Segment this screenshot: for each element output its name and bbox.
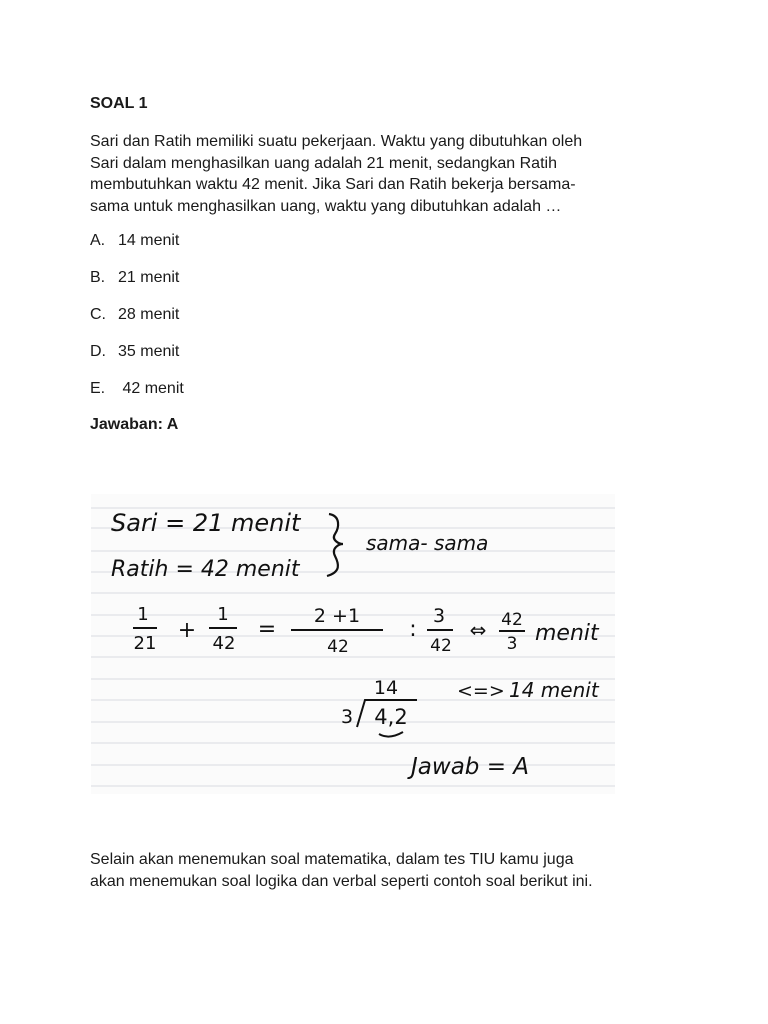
hw-frac3-num: 2 +1 [313,605,361,627]
answer-key: Jawaban: A [90,416,179,433]
option-d [90,342,690,362]
option-c [90,305,690,325]
hw-line-sari: Sari = 21 menit [111,509,301,537]
closing-paragraph: Selain akan menemukan soal matematika, dalam tes TIU kamu juga akan menemukan soal logika dan verbal seperti contoh soal berikut ini. [90,851,593,890]
hw-equals: = [257,617,277,642]
question-block [90,94,690,435]
hw-div-divisor: 3 [340,706,354,728]
option-text: 28 menit [118,306,180,323]
hw-result: 14 menit [509,678,599,702]
hw-brace-label: sama- sama [366,531,489,555]
option-letter: A. [90,232,106,249]
option-b [90,268,690,288]
hw-frac3-den: 42 [327,637,349,657]
hw-frac2-num: 1 [217,604,229,625]
hw-frac5-den: 3 [506,634,518,654]
option-text: 42 menit [118,380,184,397]
hw-div-dividend: 4,2 [374,705,408,729]
hw-frac1-den: 21 [133,633,157,654]
hw-div-quotient: 14 [373,677,399,699]
hw-colon: : [409,617,417,642]
hw-frac5-num: 42 [501,610,523,630]
option-letter: B. [90,269,106,286]
hw-frac4-den: 42 [430,636,452,656]
option-letter: D. [90,343,106,360]
option-text: 14 menit [118,232,180,249]
double-arrow-icon: ⇔ [469,618,487,642]
hw-plus: + [177,618,197,643]
lined-paper [91,494,615,794]
hw-conclusion: Jawab = A [411,754,530,780]
option-letter: C. [90,306,106,323]
hw-menit: menit [535,621,599,646]
option-letter: E. [90,380,106,397]
option-e [90,379,690,399]
hw-frac4-num: 3 [432,605,446,627]
question-text: Sari dan Ratih memiliki suatu pekerjaan. Waktu yang dibutuhkan oleh Sari dalam menghasilkan uang adalah 21 menit, sedangkan Ratih membutuhkan waktu 42 menit. Jika Sari dan Ratih bekerja bersama- sama untuk menghasilkan uang, waktu yang dibutuhkan adalah … [90,133,583,215]
hw-arrow-equivalent: <=> [457,680,505,702]
hw-line-ratih: Ratih = 42 menit [111,557,300,582]
option-text: 21 menit [118,269,180,286]
hw-frac1-num: 1 [137,604,149,625]
hw-frac2-den: 42 [212,633,236,654]
option-a [90,231,690,251]
option-text: 35 menit [118,343,180,360]
question-title: SOAL 1 [90,95,148,112]
answer-options [90,231,690,399]
handwritten-solution [91,494,615,794]
